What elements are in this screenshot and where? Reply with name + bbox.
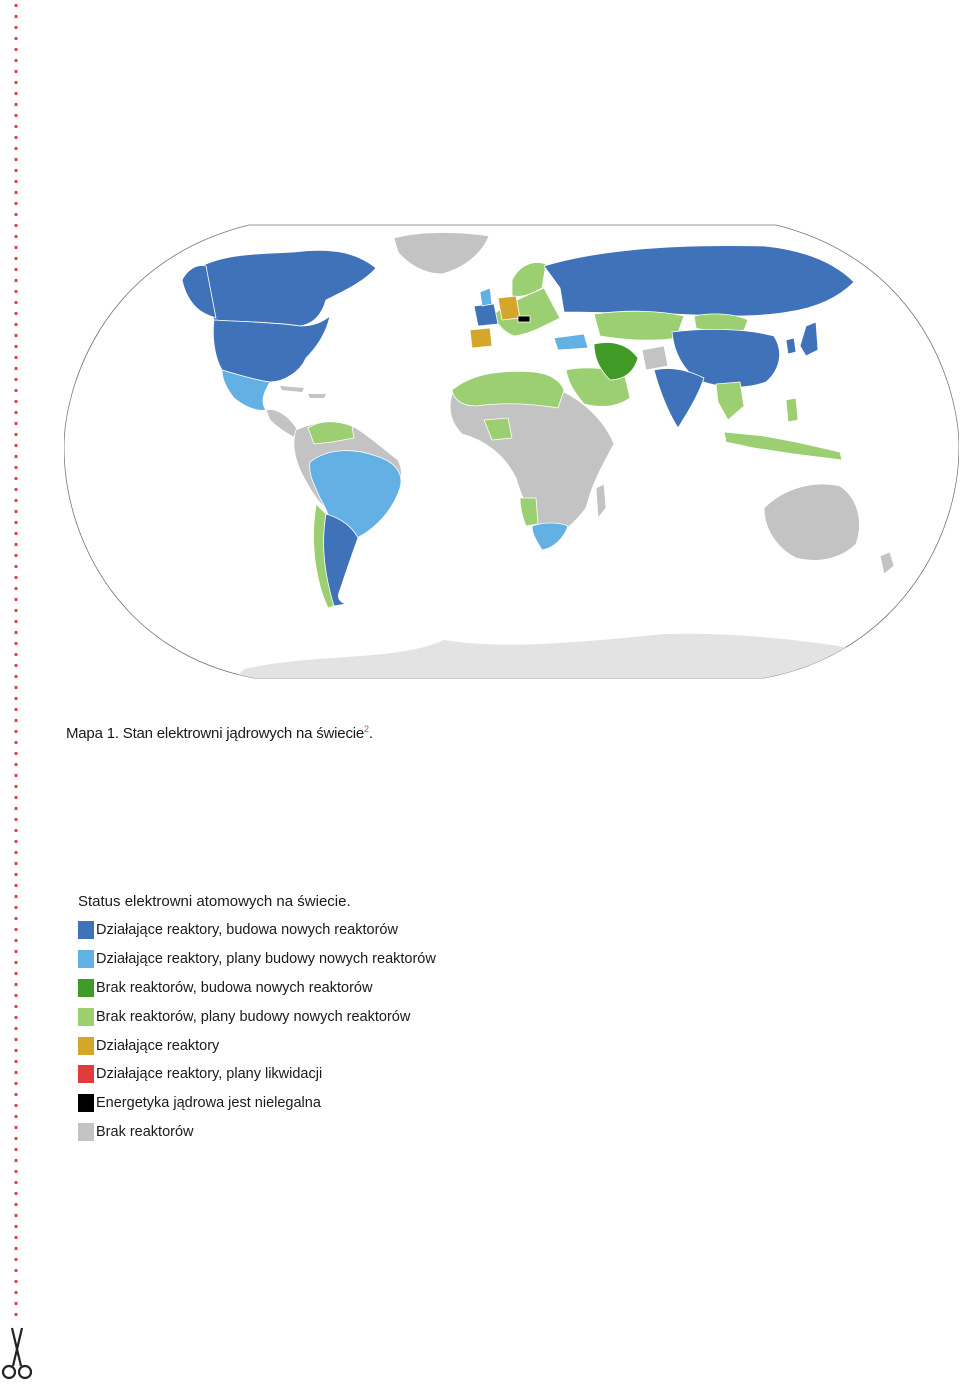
legend-item — [78, 1060, 436, 1089]
russia — [544, 246, 854, 316]
legend-swatch — [78, 921, 94, 939]
legend-item — [78, 1002, 436, 1031]
legend-label: Brak reaktorów — [96, 1123, 194, 1140]
france — [474, 304, 498, 326]
philippines — [786, 398, 798, 422]
legend-title: Status elektrowni atomowych na świecie. — [78, 893, 351, 910]
legend-item — [78, 945, 436, 974]
germany-swiss — [498, 296, 520, 320]
pakistan-afghanistan — [642, 346, 668, 370]
map-caption — [66, 724, 373, 742]
legend-swatch — [78, 979, 94, 997]
caption-end: . — [368, 725, 373, 742]
cut-line — [14, 0, 18, 1320]
caption-text: Mapa 1. Stan elektrowni jądrowych na świecie — [66, 725, 365, 742]
legend-label: Działające reaktory, plany likwidacji — [96, 1066, 323, 1083]
legend-item — [78, 1118, 436, 1147]
legend-item — [78, 916, 436, 945]
kazakhstan — [594, 311, 684, 340]
world-map — [64, 222, 959, 680]
korea — [786, 338, 796, 354]
caption-footnote[interactable]: 2 — [364, 724, 369, 734]
legend-item — [78, 1089, 436, 1118]
legend-swatch — [78, 1094, 94, 1112]
legend-item — [78, 1031, 436, 1060]
scissors-icon — [0, 1326, 34, 1382]
legend-swatch — [78, 950, 94, 968]
legend-swatch — [78, 1065, 94, 1083]
legend-label: Brak reaktorów, plany budowy nowych reaktorów — [96, 1008, 411, 1025]
legend-swatch — [78, 1008, 94, 1026]
legend-label: Działające reaktory — [96, 1037, 220, 1054]
legend-label: Działające reaktory, plany budowy nowych reaktorów — [96, 951, 436, 968]
legend-swatch — [78, 1123, 94, 1141]
austria — [518, 316, 530, 322]
spain — [470, 328, 492, 348]
legend-label: Energetyka jądrowa jest nielegalna — [96, 1095, 321, 1112]
legend — [78, 893, 436, 1146]
legend-swatch — [78, 1037, 94, 1055]
legend-label: Brak reaktorów, budowa nowych reaktorów — [96, 979, 373, 996]
legend-label: Działające reaktory, budowa nowych reaktorów — [96, 922, 398, 939]
legend-list — [78, 916, 436, 1146]
legend-item — [78, 974, 436, 1003]
